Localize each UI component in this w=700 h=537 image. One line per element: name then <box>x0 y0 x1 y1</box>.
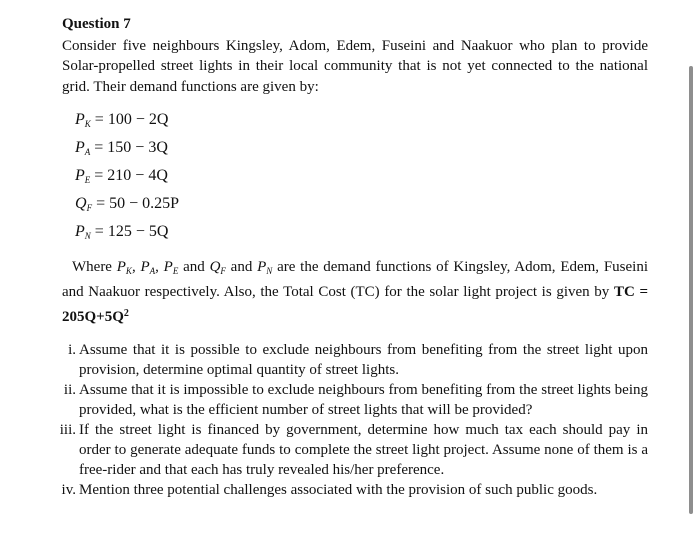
vertical-scrollbar[interactable] <box>689 66 693 514</box>
equation-naakuor: $P_N = 125 - 5Q$ <box>75 223 169 241</box>
equation-fuseini: $Q_F = 50 - 0.25P$ <box>75 195 180 213</box>
equation-edem: $P_E = 210 - 4Q$ <box>75 167 168 185</box>
demand-equations <box>75 106 648 246</box>
equation-adom: $P_A = 150 - 3Q$ <box>75 139 168 157</box>
list-item: i. Assume that it is possible to exclude neighbours from benefiting from the street light upon provision, determine optimal quantity of street lights. <box>68 342 648 378</box>
list-item: ii. Assume that it is impossible to exclude neighbours from benefiting from the street lights being provided, what is the efficient number of street lights that will be provided? <box>63 382 648 418</box>
equation-kingsley: $P_K = 100 - 2Q$ <box>75 111 169 129</box>
question-intro: Consider five neighbours Kingsley, Adom, Edem, Fuseini and Naakuor who plan to provide Solar-propelled street lights in their local community that is not yet connected to the national grid. Their demand functions are given by: <box>62 37 648 95</box>
total-cost-formula: TC = $205Q+5Q^2$ <box>62 284 648 325</box>
where-paragraph: Where $P_K$, $P_A$, $P_E$ and $Q_F$ and $P_N$ are the demand functions of Kingsley, Adom, Edem, Fuseini and Naakuor respectively. Also, the Total Cost (TC) for the solar light project is given by TC = $205Q+5Q^2$ <box>62 259 649 325</box>
question-title: Question 7 <box>62 16 131 32</box>
list-item: iv. Mention three potential challenges associated with the provision of such public goods. <box>61 482 598 498</box>
document-body <box>59 14 649 500</box>
sub-questions-list <box>52 340 648 500</box>
list-item: iii. If the street light is financed by government, determine how much tax each should pay in order to generate adequate funds to complete the street light project. Assume none of them is a free-rider and that each has truly revealed his/her preference. <box>59 422 648 478</box>
